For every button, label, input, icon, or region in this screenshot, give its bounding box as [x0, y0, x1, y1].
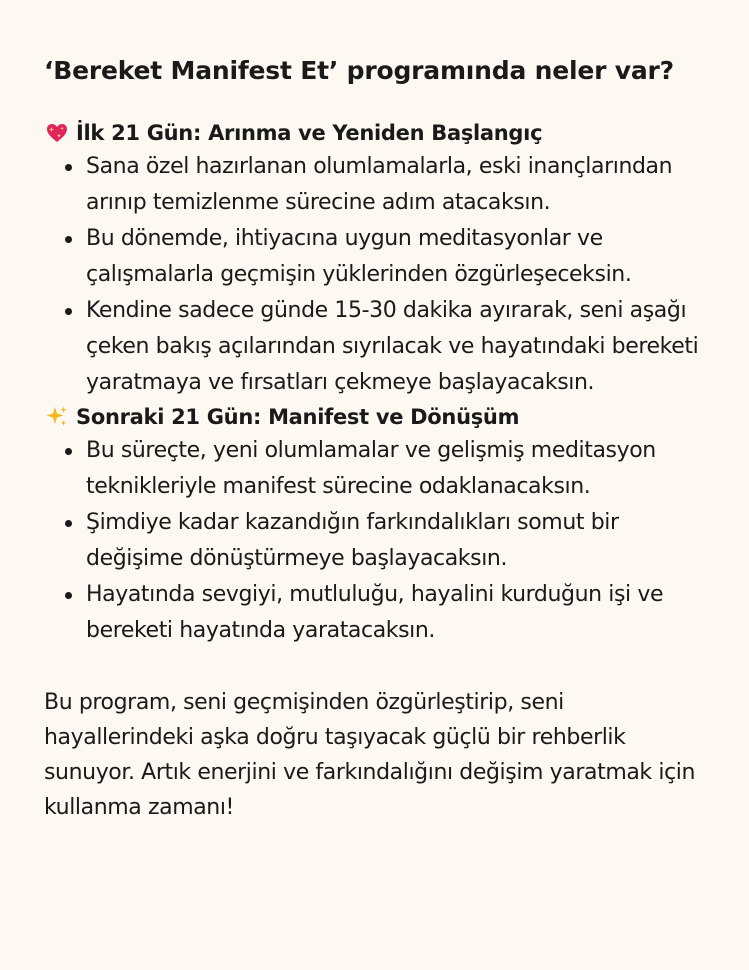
section-heading-first-21-days	[44, 117, 704, 149]
section-heading-text: Sonraki 21 Gün: Manifest ve Dönüşüm	[76, 405, 520, 429]
list-item: Bu süreçte, yeni olumlamalar ve gelişmiş meditasyon teknikleriyle manifest sürecine odaklanacaksın.	[60, 433, 704, 505]
section-list-next-21-days	[44, 433, 704, 649]
sparkling-heart-icon	[44, 120, 70, 146]
closing-paragraph	[44, 685, 704, 825]
list-item: Şimdiye kadar kazandığın farkındalıkları somut bir değişime dönüştürmeye başlayacaksın.	[60, 505, 704, 577]
list-item: Bu dönemde, ihtiyacına uygun meditasyonlar ve çalışmalarla geçmişin yüklerinden özgürleşeceksin.	[60, 221, 704, 293]
list-item: Kendine sadece günde 15-30 dakika ayırarak, seni aşağı çeken bakış açılarından sıyrılacak ve hayatındaki bereketi yaratmaya ve fırsatları çekmeye başlayacaksın.	[60, 293, 704, 401]
sparkles-icon	[44, 404, 70, 430]
section-list-first-21-days	[44, 149, 704, 401]
list-item: Hayatında sevgiyi, mutluluğu, hayalini kurduğun işi ve bereketi hayatında yaratacaksın.	[60, 577, 704, 649]
page-title: ‘Bereket Manifest Et’ programında neler var?	[44, 56, 674, 85]
section-heading-text: İlk 21 Gün: Arınma ve Yeniden Başlangıç	[76, 121, 543, 145]
closing-text: Bu program, seni geçmişinden özgürleştirip, seni hayallerindeki aşka doğru taşıyacak güçlü bir rehberlik sunuyor. Artık enerjini ve farkındalığını değişim yaratmak için kullanma zamanı!	[44, 690, 696, 820]
content	[44, 54, 704, 825]
list-item: Sana özel hazırlanan olumlamalarla, eski inançlarından arınıp temizlenme sürecine adım atacaksın.	[60, 149, 704, 221]
section-heading-next-21-days	[44, 401, 704, 433]
